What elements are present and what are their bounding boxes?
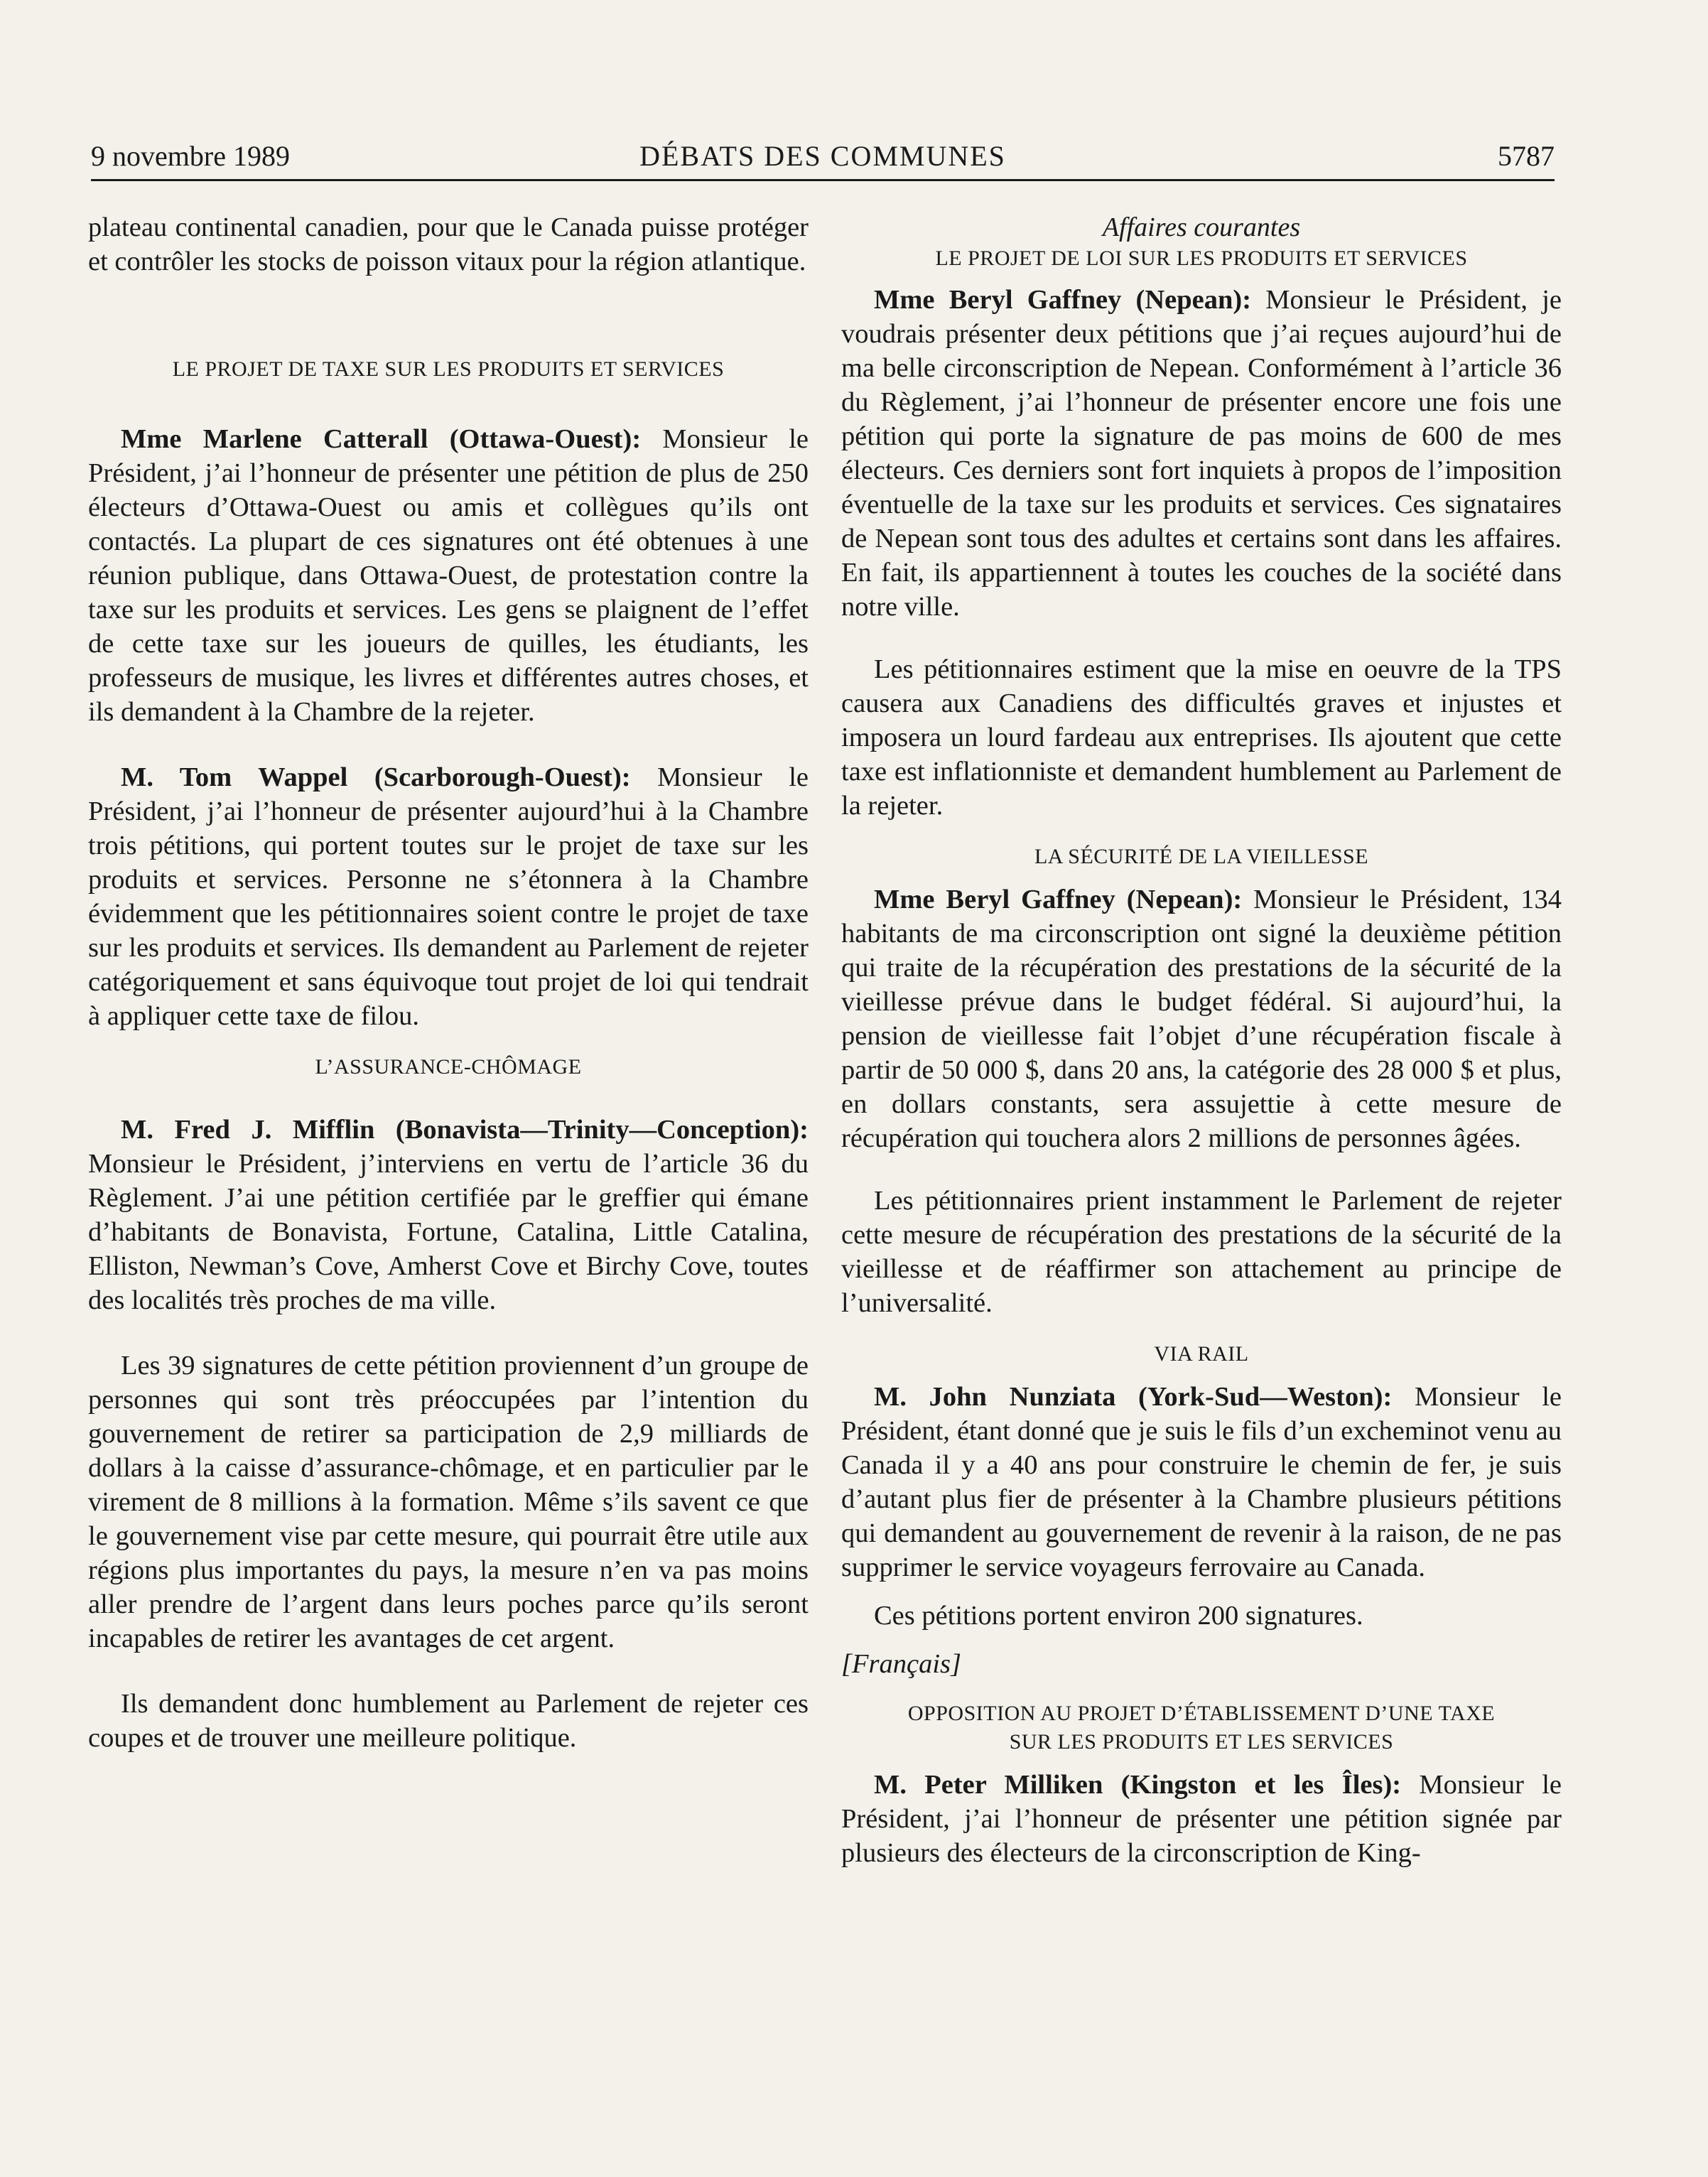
right-column	[841, 210, 1562, 1870]
speech-text: Monsieur le Président, j’ai l’honneur de présenter une pétition signée par plusieurs des électeurs de la circonscription de King-	[841, 1770, 1562, 1868]
speaker-name: Mme Marlene Catterall (Ottawa-Ouest):	[121, 424, 642, 454]
section-heading-assurance-chomage: L’ASSURANCE-CHÔMAGE	[315, 1055, 582, 1079]
header-page-number: 5787	[1498, 140, 1555, 172]
speaker-name: Mme Beryl Gaffney (Nepean):	[874, 885, 1243, 914]
speech-wappel	[88, 760, 809, 1033]
section-heading-opposition-line1: OPPOSITION AU PROJET D’ÉTABLISSEMENT D’UNE TAXE	[907, 1702, 1496, 1725]
header-rule	[91, 179, 1555, 181]
section-heading-produits-services: LE PROJET DE LOI SUR LES PRODUITS ET SERVICES	[935, 247, 1468, 270]
header-date: 9 novembre 1989	[91, 140, 290, 172]
speech-gaffney-1	[841, 283, 1562, 624]
continued-paragraph: plateau continental canadien, pour que le Canada puisse protéger et contrôler les stocks de poisson vitaux pour la région atlantique.	[88, 212, 809, 276]
speech-text: Monsieur le Président, j’interviens en vertu de l’article 36 du Règlement. J’ai une pétition certifiée par le greffier qui émane d’habitants de Bonavista, Fortune, Catalina, Little Catalina, Elliston, Newman’s Cove, Amherst Cove et Birchy Cove, toutes des localités très proches de ma ville.	[88, 1149, 809, 1315]
speech-text: Monsieur le Président, 134 habitants de ma circonscription ont signé la deuxième pétition qui traite de la récupération des prestations de la sécurité de la vieillesse prévue dans le budget fédéral. Si aujourd’hui, la pension de vieillesse fait l’objet d’une récupération fiscale à partir de 50 000 $, dans 20 ans, la catégorie des 28 000 $ et plus, en dollars constants, sera assujettie à cette mesure de récupération qui touchera alors 2 millions de personnes âgées.	[841, 885, 1562, 1153]
section-label: Affaires courantes	[1102, 212, 1301, 242]
speech-paragraph: Les 39 signatures de cette pétition proviennent d’un groupe de personnes qui sont très préoccupées par l’intention du gouvernement de retirer sa participation de 2,9 milliards de dollars à la caisse d’assurance-chômage, et en particulier par le virement de 8 millions à la formation. Même s’ils savent ce que le gouvernement vise par cette mesure, qui pourrait être utile aux régions plus importantes du pays, la mesure n’en va pas moins aller prendre de l’argent dans leurs poches parce qu’ils seront incapables de retirer les avantages de cet argent.	[88, 1351, 809, 1653]
speaker-name: M. Peter Milliken (Kingston et les Îles):	[874, 1770, 1402, 1800]
speech-catterall	[88, 422, 809, 729]
speech-milliken	[841, 1768, 1562, 1870]
speech-paragraph: Les pétitionnaires estiment que la mise en oeuvre de la TPS causera aux Canadiens des difficultés graves et injustes et imposera un lourd fardeau aux entreprises. Ils ajoutent que cette taxe est inflationniste et demandent humblement au Parlement de la rejeter.	[841, 654, 1562, 821]
speech-paragraph: Ces pétitions portent environ 200 signatures.	[874, 1601, 1363, 1631]
speaker-name: M. John Nunziata (York-Sud—Weston):	[874, 1382, 1393, 1412]
speech-text: Monsieur le Président, je voudrais présenter deux pétitions que j’ai reçues aujourd’hui de ma belle circonscription de Nepean. Conformément à l’article 36 du Règlement, j’ai l’honneur de présenter encore une fois une pétition qui porte la signature de pas moins de 600 de mes électeurs. Ces derniers sont fort inquiets à propos de l’imposition éventuelle de la taxe sur les produits et services. Ces signataires de Nepean sont tous des adultes et certains sont dans les affaires. En fait, ils appartiennent à toutes les couches de la société dans notre ville.	[841, 285, 1562, 622]
section-heading-securite-vieillesse: LA SÉCURITÉ DE LA VIEILLESSE	[1034, 845, 1369, 868]
left-column	[88, 210, 809, 1755]
speech-paragraph: Ils demandent donc humblement au Parlement de rejeter ces coupes et de trouver une meilleure politique.	[88, 1689, 809, 1753]
speech-mifflin	[88, 1113, 809, 1317]
speech-text: Monsieur le Président, étant donné que je suis le fils d’un excheminot venu au Canada il y a 40 ans pour construire le chemin de fer, je suis d’autant plus fier de présenter à la Chambre plusieurs pétitions qui demandent au gouvernement de revenir à la raison, de ne pas supprimer le service voyageurs ferrovaire au Canada.	[841, 1382, 1562, 1582]
speech-text: Monsieur le Président, j’ai l’honneur de présenter aujourd’hui à la Chambre trois pétitions, qui portent toutes sur le projet de taxe sur les produits et services. Personne ne s’étonnera à la Chambre évidemment que les pétitionnaires soient contre le projet de taxe sur les produits et services. Ils demandent au Parlement de rejeter catégoriquement et sans équivoque tout projet de loi qui tendrait à appliquer cette taxe de filou.	[88, 762, 809, 1031]
speech-gaffney-2	[841, 882, 1562, 1155]
speaker-name: M. Tom Wappel (Scarborough-Ouest):	[121, 762, 631, 792]
speech-nunziata	[841, 1380, 1562, 1584]
section-heading-via-rail: VIA RAIL	[1154, 1342, 1249, 1366]
header-title: DÉBATS DES COMMUNES	[639, 140, 1006, 172]
section-heading-tps: LE PROJET DE TAXE SUR LES PRODUITS ET SERVICES	[172, 357, 725, 381]
speaker-name: Mme Beryl Gaffney (Nepean):	[874, 285, 1252, 315]
speech-paragraph: Les pétitionnaires prient instamment le Parlement de rejeter cette mesure de récupération des prestations de la sécurité de la vieillesse et de réaffirmer son attachement au principe de l’universalité.	[841, 1186, 1562, 1318]
speech-text: Monsieur le Président, j’ai l’honneur de présenter une pétition de plus de 250 électeurs d’Ottawa-Ouest ou amis et collègues qu’ils ont contactés. La plupart de ces signatures ont été obtenues à une réunion publique, dans Ottawa-Ouest, de protestation contre la taxe sur les produits et services. Les gens se plaignent de l’effet de cette taxe sur les joueurs de quilles, les étudiants, les professeurs de musique, les livres et différentes autres choses, et ils demandent à la Chambre de la rejeter.	[88, 424, 809, 727]
page-header	[91, 139, 1555, 182]
language-note: [Français]	[841, 1649, 961, 1679]
speaker-name: M. Fred J. Mifflin (Bonavista—Trinity—Conception):	[121, 1115, 809, 1145]
section-heading-opposition-line2: SUR LES PRODUITS ET LES SERVICES	[1009, 1730, 1394, 1754]
